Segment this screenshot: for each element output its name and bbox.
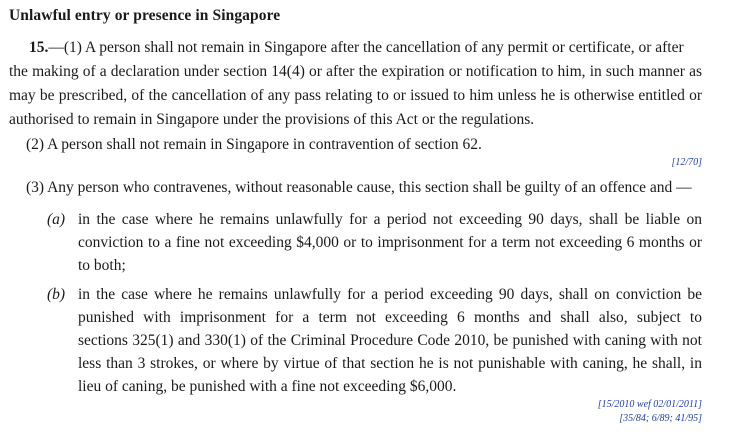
amendment-note: [15/2010 wef 02/01/2011] [597, 399, 702, 410]
subsection-1-line-2: the making of a declaration under section 14(4) or after the expiration or notification to him, in such manner as [9, 63, 702, 80]
paragraph-b-line-4: less than 3 strokes, or where by virtue of that section he is not punishable with caning, he shall, in [78, 355, 702, 372]
amendment-note: [12/70] [671, 157, 702, 168]
paragraph-b-line-5: lieu of caning, be punished with a fine not exceeding $6,000. [78, 378, 457, 395]
paragraph-a-line-1: in the case where he remains unlawfully for a period not exceeding 90 days, shall be liable on [78, 211, 702, 228]
paragraph-a-line-2: conviction to a fine not exceeding $4,000 or to imprisonment for a term not exceeding 6 months or [78, 234, 702, 251]
paragraph-b-label: (b) [47, 286, 66, 303]
subsection-1-marker: —(1) [48, 39, 82, 56]
subsection-1-line-4: authorised to remain in Singapore under the provisions of this Act or the regulations. [9, 111, 535, 128]
section-number: 15. [29, 39, 49, 56]
paragraph-b-line-2: punished with imprisonment for a term not exceeding 6 months and shall also, subject to [78, 309, 702, 326]
paragraph-a-label: (a) [47, 211, 66, 228]
section-heading: Unlawful entry or presence in Singapore [9, 7, 281, 24]
paragraph-a-line-3: to both; [78, 257, 126, 274]
paragraph-b-line-1: in the case where he remains unlawfully for a period exceeding 90 days, shall on conviction be [78, 286, 702, 303]
subsection-2: (2) A person shall not remain in Singapore in contravention of section 62. [26, 136, 482, 153]
subsection-3: (3) Any person who contravenes, without reasonable cause, this section shall be guilty of an offence and — [26, 179, 692, 196]
subsection-1-line-3: may be prescribed, of the cancellation of any pass relating to or issued to him unless he is otherwise entitled or [9, 87, 702, 104]
subsection-1-first-line [29, 38, 702, 58]
amendment-note: [35/84; 6/89; 41/95] [619, 413, 702, 424]
subsection-1-line-1: A person shall not remain in Singapore after the cancellation of any permit or certificate, or after [84, 39, 684, 56]
paragraph-b-line-3: sections 325(1) and 330(1) of the Criminal Procedure Code 2010, be punished with caning with not [78, 332, 702, 349]
